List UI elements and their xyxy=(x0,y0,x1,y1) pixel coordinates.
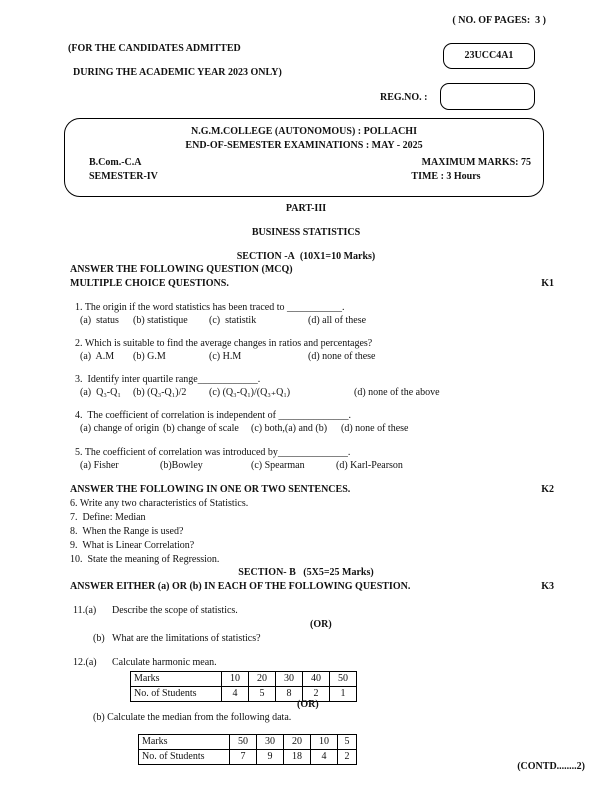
option-a: (a) Fisher xyxy=(80,460,119,471)
question-11b-number: (b) xyxy=(93,633,105,644)
option-c: (c) H.M xyxy=(209,351,242,362)
course-code-box xyxy=(443,43,535,69)
admitted-line-2: DURING THE ACADEMIC YEAR 2023 ONLY) xyxy=(73,67,282,78)
option-c: (c) both,(a) and (b) xyxy=(251,423,328,434)
k-level-k3: K3 xyxy=(541,581,554,592)
table-cell: 5 xyxy=(338,735,357,750)
maximum-marks: MAXIMUM MARKS: 75 xyxy=(421,157,531,168)
table-cell: 20 xyxy=(249,672,276,687)
median-table xyxy=(138,734,357,765)
section-b-instruction: ANSWER EITHER (a) OR (b) IN EACH OF THE FOLLOWING QUESTION. xyxy=(70,581,411,592)
k-level-k1: K1 xyxy=(541,278,554,289)
option-b: (b)Bowley xyxy=(160,460,203,471)
section-b-title: SECTION- B (5X5=25 Marks) xyxy=(238,567,374,578)
option-b: (b) change of scale xyxy=(163,423,239,434)
option-d: (d) none of these xyxy=(308,351,376,362)
subject-title: BUSINESS STATISTICS xyxy=(251,227,361,238)
table-cell: No. of Students xyxy=(131,687,222,702)
section-a-instruction-2: MULTIPLE CHOICE QUESTIONS. xyxy=(70,278,229,289)
pages-note: ( NO. OF PAGES: 3 ) xyxy=(452,15,546,26)
regno-label: REG.NO. : xyxy=(380,92,428,103)
table-cell: 5 xyxy=(249,687,276,702)
time-allowed: TIME : 3 Hours xyxy=(411,171,481,182)
short-answer-instruction-row xyxy=(70,484,554,496)
table-cell: 50 xyxy=(330,672,357,687)
question-10: 10. State the meaning of Regression. xyxy=(70,554,220,565)
question-4-options xyxy=(80,423,408,435)
table-cell: 1 xyxy=(330,687,357,702)
table-cell: 9 xyxy=(257,750,284,765)
question-2: 2. Which is suitable to find the average changes in ratios and percentages? xyxy=(75,338,373,349)
option-c: (c) (Q₃-Q₁)/(Q₃₊Q₁) xyxy=(209,387,291,398)
question-12b: (b) Calculate the median from the following data. xyxy=(93,712,292,723)
table-row xyxy=(139,750,357,765)
or-separator-11: (OR) xyxy=(310,619,332,630)
question-3-options xyxy=(80,387,440,399)
exam-header-box xyxy=(64,118,544,197)
question-12a xyxy=(73,657,217,669)
short-answer-instruction: ANSWER THE FOLLOWING IN ONE OR TWO SENTENCES. xyxy=(70,484,351,495)
course-code: 23UCC4A1 xyxy=(464,50,514,61)
question-4: 4. The coefficient of correlation is independent of ______________. xyxy=(75,410,351,421)
table-cell: 10 xyxy=(222,672,249,687)
table-cell: 2 xyxy=(303,687,330,702)
option-c: (c) Spearman xyxy=(251,460,305,471)
table-cell: Marks xyxy=(131,672,222,687)
section-a-instruction-1: ANSWER THE FOLLOWING QUESTION (MCQ) xyxy=(70,264,293,275)
part-title: PART-III xyxy=(285,203,327,214)
section-a-instruction-2-row xyxy=(70,278,554,290)
table-cell: 4 xyxy=(222,687,249,702)
table-cell: 8 xyxy=(276,687,303,702)
table-cell: No. of Students xyxy=(139,750,230,765)
question-8: 8. When the Range is used? xyxy=(70,526,184,537)
table-row xyxy=(131,672,357,687)
question-9: 9. What is Linear Correlation? xyxy=(70,540,195,551)
section-b-instruction-row xyxy=(70,581,554,593)
question-7: 7. Define: Median xyxy=(70,512,146,523)
table-cell: 18 xyxy=(284,750,311,765)
table-cell: 4 xyxy=(311,750,338,765)
option-a: (a) A.M xyxy=(80,351,115,362)
table-row xyxy=(139,735,357,750)
table-cell: 2 xyxy=(338,750,357,765)
question-11b xyxy=(93,633,261,645)
question-3: 3. Identify inter quartile range____________. xyxy=(75,374,261,385)
section-a-title: SECTION -A (10X1=10 Marks) xyxy=(236,251,376,262)
programme: B.Com.-C.A xyxy=(89,157,142,168)
question-1: 1. The origin if the word statistics has been traced to ___________. xyxy=(75,302,345,313)
college-name: N.G.M.COLLEGE (AUTONOMOUS) : POLLACHI xyxy=(191,126,417,137)
question-1-options xyxy=(80,315,366,327)
table-cell: 10 xyxy=(311,735,338,750)
k-level-k2: K2 xyxy=(541,484,554,495)
table-cell: 30 xyxy=(276,672,303,687)
table-row xyxy=(131,687,357,702)
option-a: (a) change of origin xyxy=(80,423,160,434)
option-b: (b) statistique xyxy=(133,315,188,326)
table-cell: 7 xyxy=(230,750,257,765)
question-11a xyxy=(73,605,238,617)
regno-box xyxy=(440,83,535,110)
or-separator-12: (OR) xyxy=(297,699,319,710)
question-6: 6. Write any two characteristics of Statistics. xyxy=(70,498,249,509)
option-c: (c) statistik xyxy=(209,315,257,326)
question-2-options xyxy=(80,351,375,363)
option-a: (a) status xyxy=(80,315,119,326)
question-11b-text: What are the limitations of statistics? xyxy=(112,633,261,644)
option-a: (a) Q₃-Q₁ xyxy=(80,387,121,398)
admitted-line-1: (FOR THE CANDIDATES ADMITTED xyxy=(68,43,241,54)
table-cell: Marks xyxy=(139,735,230,750)
question-12a-text: Calculate harmonic mean. xyxy=(112,657,217,668)
question-5: 5. The coefficient of correlation was introduced by______________. xyxy=(75,447,351,458)
table-cell: 50 xyxy=(230,735,257,750)
exam-title: END-OF-SEMESTER EXAMINATIONS : MAY - 2025 xyxy=(185,140,423,151)
continued-note: (CONTD........2) xyxy=(517,761,585,772)
option-d: (d) none of the above xyxy=(354,387,440,398)
option-d: (d) all of these xyxy=(308,315,367,326)
option-b: (b) (Q₃-Q₁)/2 xyxy=(133,387,187,398)
question-12a-number: 12.(a) xyxy=(73,657,97,668)
option-d: (d) Karl-Pearson xyxy=(336,460,403,471)
question-11a-text: Describe the scope of statistics. xyxy=(112,605,238,616)
option-b: (b) G.M xyxy=(133,351,166,362)
option-d: (d) none of these xyxy=(341,423,409,434)
table-cell: 40 xyxy=(303,672,330,687)
semester: SEMESTER-IV xyxy=(89,171,158,182)
table-cell: 30 xyxy=(257,735,284,750)
table-cell: 20 xyxy=(284,735,311,750)
question-11a-number: 11.(a) xyxy=(73,605,97,616)
harmonic-mean-table xyxy=(130,671,357,702)
question-5-options xyxy=(80,460,403,472)
